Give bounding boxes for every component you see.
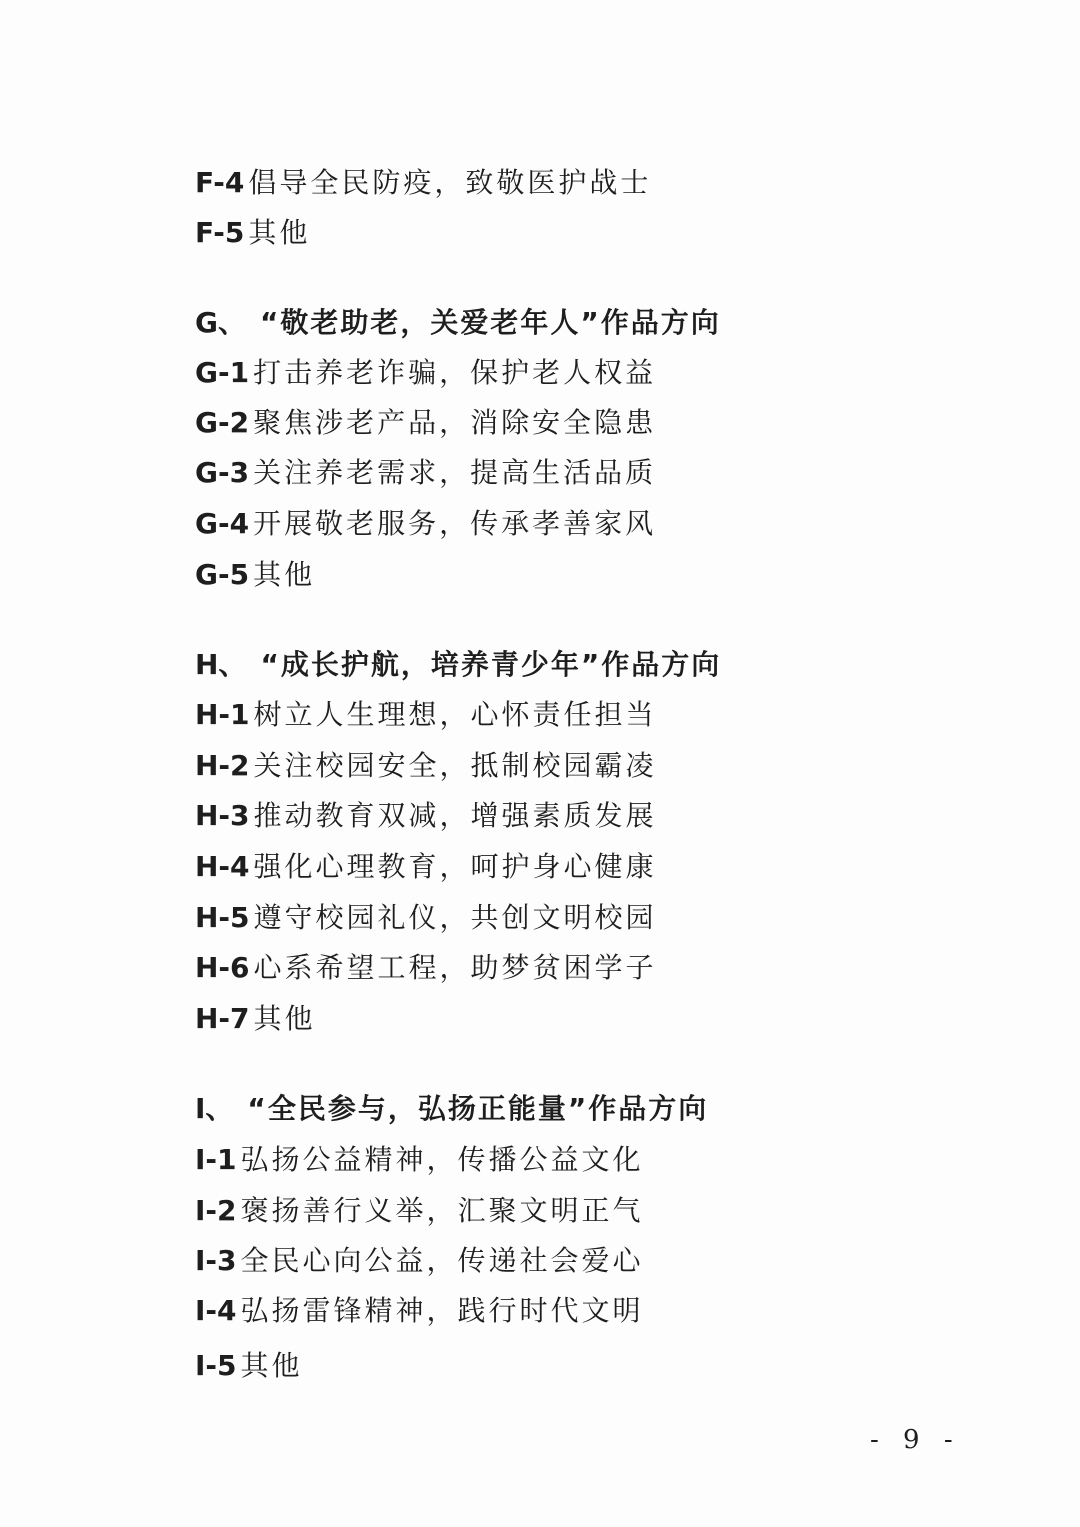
item-code: I-3 <box>195 1244 237 1277</box>
item-text: 褒扬善行义举，汇聚文明正气 <box>240 1194 644 1227</box>
item-code: I-2 <box>195 1194 237 1227</box>
page-number: - 9 - <box>870 1425 961 1455</box>
item-code: H-7 <box>195 1002 250 1035</box>
item-text: 心系希望工程，助梦贫困学子 <box>253 951 657 984</box>
item-code: H-5 <box>195 901 250 934</box>
list-item <box>195 405 656 441</box>
list-item <box>195 798 657 834</box>
list-item <box>195 215 310 251</box>
list-item <box>195 748 657 784</box>
item-code: G-5 <box>195 558 250 591</box>
item-code: H-3 <box>195 799 250 832</box>
section-heading-g <box>195 305 721 341</box>
item-text: 开展敬老服务，传承孝善家风 <box>253 507 657 540</box>
item-text: 弘扬公益精神，传播公益文化 <box>240 1143 644 1176</box>
section-code: I、 <box>195 1092 234 1125</box>
list-item <box>195 849 657 885</box>
item-code: F-5 <box>195 216 245 249</box>
item-code: H-2 <box>195 749 250 782</box>
item-text: 聚焦涉老产品，消除安全隐患 <box>253 406 657 439</box>
item-code: I-1 <box>195 1143 237 1176</box>
item-text: 其他 <box>253 558 316 591</box>
item-text: 推动教育双减，增强素质发展 <box>253 799 657 832</box>
section-title: “全民参与，弘扬正能量”作品方向 <box>247 1092 709 1125</box>
item-code: H-6 <box>195 951 250 984</box>
item-code: G-2 <box>195 406 250 439</box>
list-item <box>195 950 657 986</box>
item-text: 遵守校园礼仪，共创文明校园 <box>253 901 657 934</box>
list-item <box>195 1348 303 1384</box>
item-text: 关注养老需求，提高生活品质 <box>253 456 657 489</box>
item-code: G-3 <box>195 456 250 489</box>
list-item <box>195 1193 644 1229</box>
list-item <box>195 697 657 733</box>
section-title: “敬老助老，关爱老年人”作品方向 <box>259 306 721 339</box>
item-text: 其他 <box>253 1002 316 1035</box>
item-text: 关注校园安全，抵制校园霸凌 <box>253 749 657 782</box>
item-code: H-1 <box>195 698 250 731</box>
section-title: “成长护航，培养青少年”作品方向 <box>260 648 722 681</box>
item-text: 倡导全民防疫，致敬医护战士 <box>248 166 652 199</box>
list-item <box>195 1142 644 1178</box>
item-text: 弘扬雷锋精神，践行时代文明 <box>240 1294 644 1327</box>
list-item <box>195 1293 644 1329</box>
item-code: I-4 <box>195 1294 237 1327</box>
item-code: I-5 <box>195 1349 237 1382</box>
section-heading-h <box>195 647 721 683</box>
list-item <box>195 1001 316 1037</box>
item-text: 其他 <box>240 1349 303 1382</box>
item-code: H-4 <box>195 850 250 883</box>
section-code: H、 <box>195 648 247 681</box>
list-item <box>195 165 651 201</box>
item-code: G-1 <box>195 356 250 389</box>
item-text: 全民心向公益，传递社会爱心 <box>240 1244 644 1277</box>
list-item <box>195 557 315 593</box>
list-item <box>195 900 657 936</box>
item-code: G-4 <box>195 507 250 540</box>
item-text: 其他 <box>248 216 311 249</box>
item-text: 打击养老诈骗，保护老人权益 <box>253 356 657 389</box>
list-item <box>195 1243 644 1279</box>
item-code: F-4 <box>195 166 245 199</box>
list-item <box>195 355 656 391</box>
item-text: 强化心理教育，呵护身心健康 <box>253 850 657 883</box>
list-item <box>195 455 656 491</box>
section-code: G、 <box>195 306 246 339</box>
section-heading-i <box>195 1091 708 1127</box>
item-text: 树立人生理想，心怀责任担当 <box>253 698 657 731</box>
list-item <box>195 506 656 542</box>
